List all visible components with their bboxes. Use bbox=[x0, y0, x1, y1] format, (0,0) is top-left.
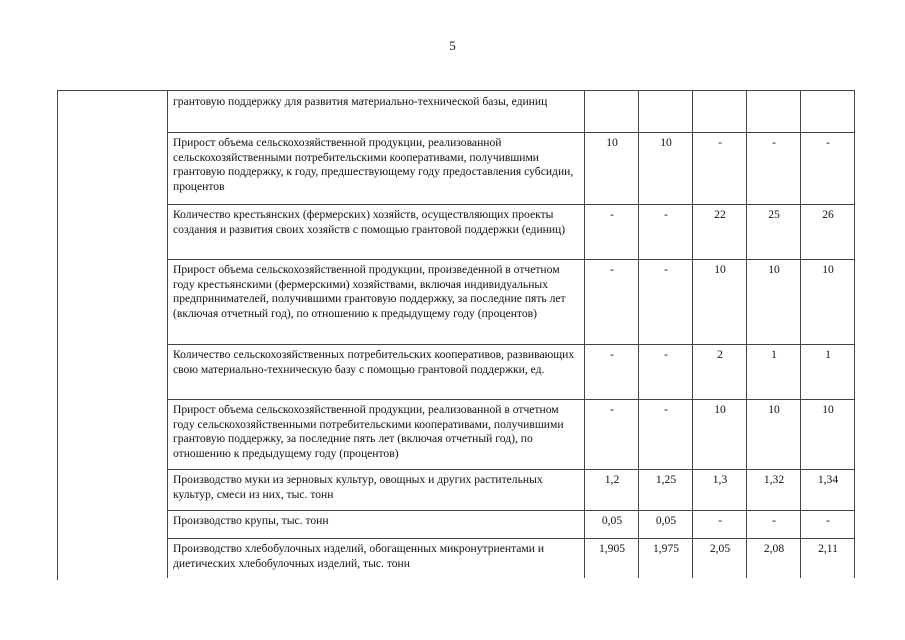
indicator-name: Прирост объема сельскохозяйственной продукции, реализованной сельскохозяйственными потребительскими кооперативами, получившими грантовую поддержку, к году, предшествующему году предоставления субсидии, процентов bbox=[168, 133, 585, 205]
indicator-name: Количество крестьянских (фермерских) хозяйств, осуществляющих проекты создания и развития своих хозяйств с помощью грантовой поддержки (единиц) bbox=[168, 205, 585, 260]
indicators-table bbox=[167, 90, 855, 578]
table-row bbox=[168, 260, 855, 345]
value-cell: 26 bbox=[801, 205, 855, 260]
indicator-name: Прирост объема сельскохозяйственной продукции, реализованной в отчетном году сельскохозяйственными потребительскими кооперативами, получившими грантовую поддержку, за последние пять лет (включая отчетный год), по отношению к предыдущему году (процентов) bbox=[168, 400, 585, 470]
table-row bbox=[168, 400, 855, 470]
value-cell: 10 bbox=[747, 400, 801, 470]
value-cell: 1,3 bbox=[693, 470, 747, 511]
value-cell: 10 bbox=[801, 260, 855, 345]
value-cell: 1,905 bbox=[585, 539, 639, 579]
value-cell: 1,32 bbox=[747, 470, 801, 511]
value-cell: - bbox=[585, 400, 639, 470]
value-cell: 1,2 bbox=[585, 470, 639, 511]
table-row bbox=[168, 511, 855, 539]
value-cell bbox=[801, 91, 855, 133]
value-cell: 25 bbox=[747, 205, 801, 260]
value-cell: 10 bbox=[693, 400, 747, 470]
value-cell: - bbox=[693, 511, 747, 539]
value-cell: 0,05 bbox=[639, 511, 693, 539]
value-cell: - bbox=[585, 260, 639, 345]
value-cell: 2,11 bbox=[801, 539, 855, 579]
value-cell: - bbox=[801, 511, 855, 539]
value-cell: 10 bbox=[747, 260, 801, 345]
table-row bbox=[168, 91, 855, 133]
value-cell: - bbox=[585, 345, 639, 400]
table-row bbox=[168, 539, 855, 579]
page-number: 5 bbox=[449, 38, 456, 53]
indicator-name: Производство муки из зерновых культур, овощных и других растительных культур, смеси из них, тыс. тонн bbox=[168, 470, 585, 511]
value-cell: 2,05 bbox=[693, 539, 747, 579]
left-merged-column bbox=[57, 90, 167, 580]
value-cell: - bbox=[639, 260, 693, 345]
value-cell: 10 bbox=[693, 260, 747, 345]
value-cell: - bbox=[693, 133, 747, 205]
indicator-name: Производство крупы, тыс. тонн bbox=[168, 511, 585, 539]
value-cell: 10 bbox=[639, 133, 693, 205]
value-cell: - bbox=[747, 133, 801, 205]
value-cell: 1,25 bbox=[639, 470, 693, 511]
value-cell: 2,08 bbox=[747, 539, 801, 579]
value-cell: 1,34 bbox=[801, 470, 855, 511]
value-cell: - bbox=[747, 511, 801, 539]
table-row bbox=[168, 205, 855, 260]
value-cell: 22 bbox=[693, 205, 747, 260]
table-row bbox=[168, 133, 855, 205]
value-cell: 10 bbox=[585, 133, 639, 205]
value-cell: - bbox=[585, 205, 639, 260]
value-cell: - bbox=[639, 345, 693, 400]
value-cell bbox=[747, 91, 801, 133]
value-cell: - bbox=[801, 133, 855, 205]
value-cell bbox=[693, 91, 747, 133]
value-cell: 1,975 bbox=[639, 539, 693, 579]
value-cell bbox=[585, 91, 639, 133]
value-cell: 0,05 bbox=[585, 511, 639, 539]
value-cell: 10 bbox=[801, 400, 855, 470]
value-cell: 1 bbox=[747, 345, 801, 400]
indicator-name: Прирост объема сельскохозяйственной продукции, произведенной в отчетном году крестьянскими (фермерскими) хозяйствами, включая индивидуальных предпринимателей, получившими грантовую поддержку, за последние пять лет (включая отчетный год), по отношению к предыдущему году (процентов) bbox=[168, 260, 585, 345]
indicator-name: грантовую поддержку для развития материально-технической базы, единиц bbox=[168, 91, 585, 133]
indicator-name: Количество сельскохозяйственных потребительских кооперативов, развивающих свою материально-техническую базу с помощью грантовой поддержки, ед. bbox=[168, 345, 585, 400]
table-row bbox=[168, 345, 855, 400]
indicator-name: Производство хлебобулочных изделий, обогащенных микронутриентами и диетических хлебобулочных изделий, тыс. тонн bbox=[168, 539, 585, 579]
value-cell: - bbox=[639, 400, 693, 470]
value-cell: - bbox=[639, 205, 693, 260]
value-cell bbox=[639, 91, 693, 133]
table-row bbox=[168, 470, 855, 511]
value-cell: 2 bbox=[693, 345, 747, 400]
value-cell: 1 bbox=[801, 345, 855, 400]
